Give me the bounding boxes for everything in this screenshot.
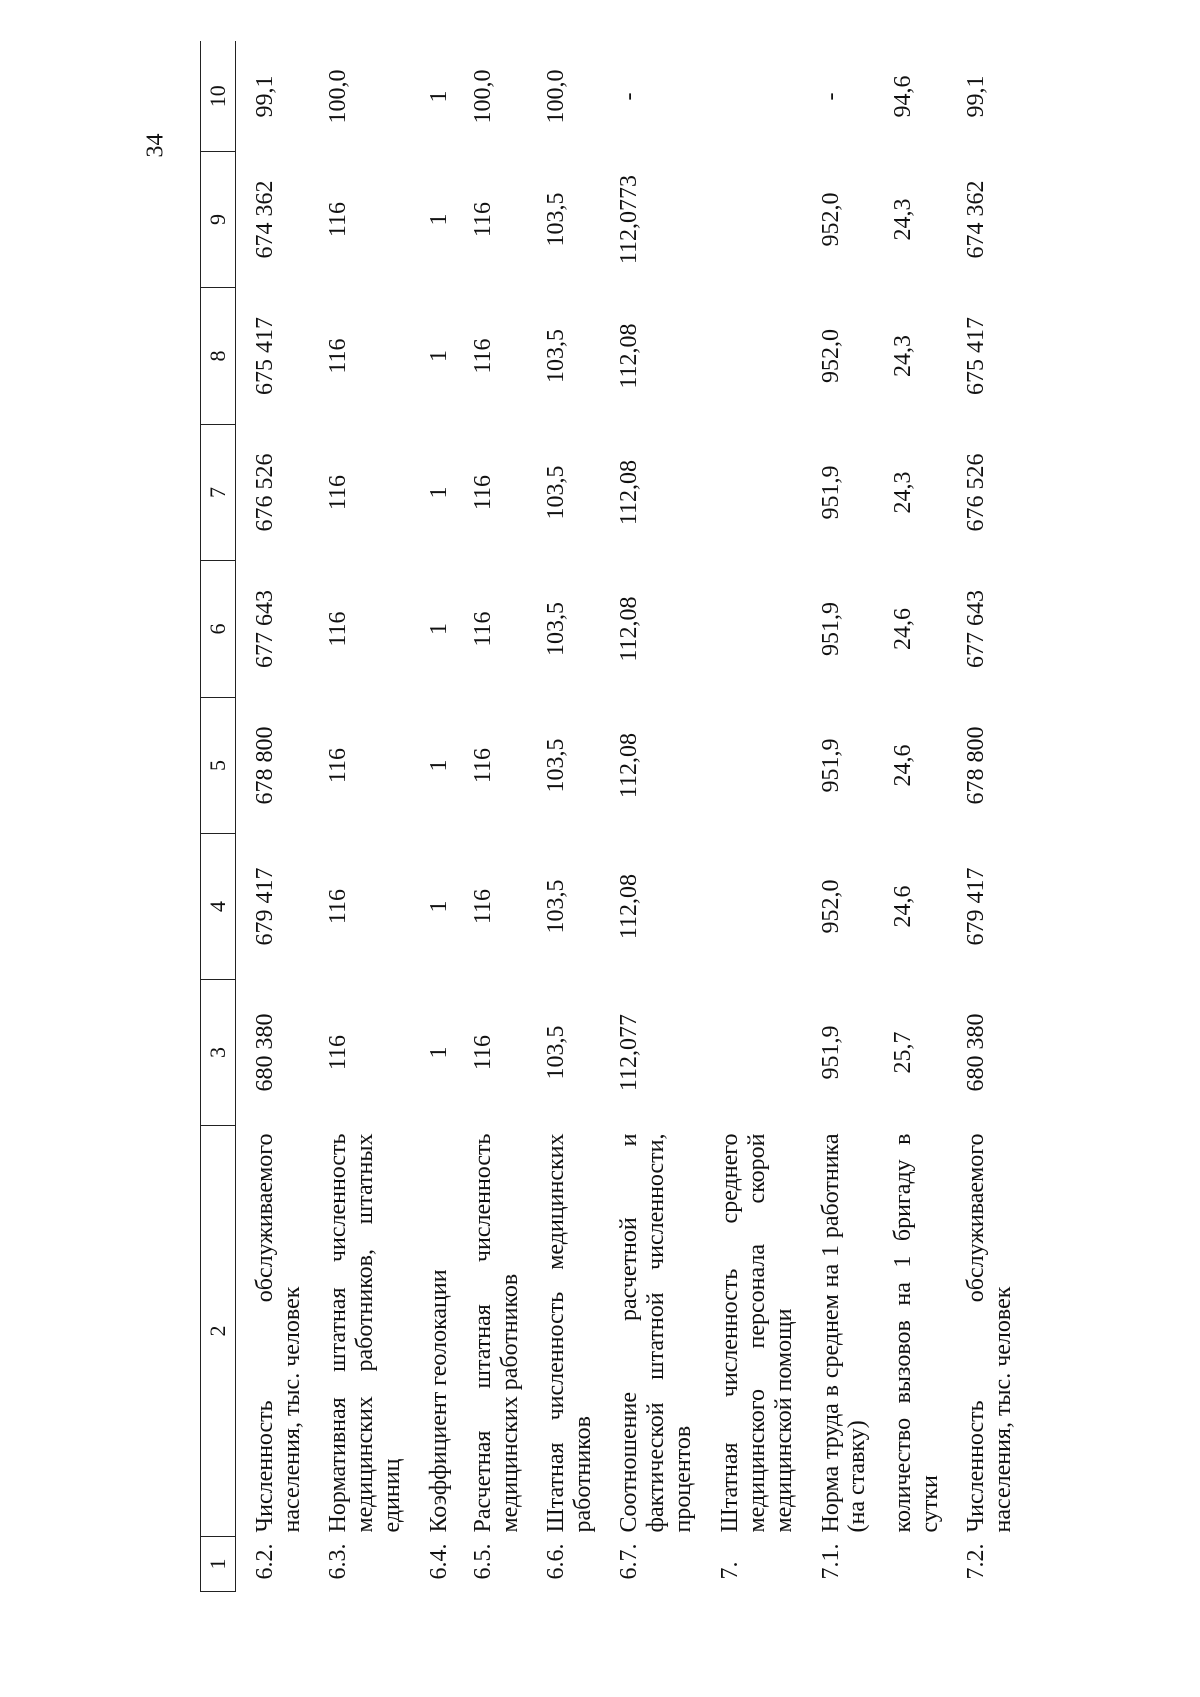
table-cell: 1 [425, 759, 452, 772]
table-cell: 116 [470, 201, 497, 238]
table-cell: 94,6 [890, 75, 917, 118]
table-cell [701, 561, 802, 698]
table-cell: 116 [324, 611, 351, 647]
table-cell: 116 [324, 1034, 351, 1071]
table-row [309, 42, 410, 1592]
table-cell: 116 [470, 611, 497, 647]
table-row [947, 42, 1020, 1592]
table-cell: 116 [324, 888, 351, 925]
table-cell: 1 [425, 486, 452, 499]
table-cell: - [615, 92, 642, 101]
table-row [701, 42, 802, 1592]
page-number: 34 [142, 133, 169, 158]
row-code: 6.3. [324, 1543, 351, 1580]
table-cell: 678 800 [252, 726, 278, 805]
table-cell: 25,7 [890, 1031, 917, 1074]
row-label: Численность обслуживаемого населения, тыс. человек [963, 1133, 1017, 1533]
table-cell: 112,08 [615, 323, 642, 389]
row-code: 6.7. [615, 1543, 642, 1580]
table-cell [701, 152, 802, 288]
header-col-2: 2 [201, 1126, 236, 1537]
row-code: 7. [716, 1561, 743, 1580]
table-cell [701, 288, 802, 425]
table-cell: 116 [470, 338, 497, 374]
table-cell: 679 417 [252, 867, 278, 946]
table-cell: 678 800 [963, 726, 990, 805]
table-cell: 112,08 [615, 732, 642, 799]
header-col-8: 8 [201, 288, 236, 425]
row-code: 6.4. [425, 1543, 452, 1580]
row-label: Численность обслуживаемого населения, тыс. человек [252, 1133, 305, 1533]
table-cell: 100,0 [324, 69, 351, 124]
row-label: Коэффициент геолокации [425, 1269, 452, 1533]
table-cell: 675 417 [963, 317, 990, 395]
row-code: 6.2. [252, 1543, 278, 1580]
table-cell: 116 [470, 474, 497, 511]
row-label: Штатная численность среднего медицинского персонала скорой медицинской помощи [716, 1133, 797, 1533]
table-cell: 103,5 [543, 329, 570, 383]
table-cell: 1 [425, 900, 452, 913]
header-col-3: 3 [201, 980, 236, 1126]
table-cell: 112,08 [615, 596, 642, 662]
table-cell: 112,077 [615, 1013, 642, 1092]
table-cell: 679 417 [963, 867, 990, 946]
table-cell: 103,5 [543, 1025, 570, 1080]
table-cell: 116 [324, 747, 351, 784]
table-cell: 116 [470, 888, 497, 925]
row-label: Норма труда в среднем на 1 работника (на ставку) [817, 1133, 871, 1533]
table-row [236, 42, 309, 1592]
table-cell: 24,3 [890, 198, 917, 241]
table-cell: 116 [470, 1034, 497, 1071]
table-row [874, 42, 947, 1592]
table-cell: 103,5 [543, 879, 570, 934]
table-row [802, 42, 875, 1592]
table-cell: 952,0 [817, 192, 844, 247]
table-cell: 112,08 [615, 873, 642, 940]
table-cell: 24,6 [890, 885, 917, 928]
table-cell: 103,5 [543, 192, 570, 247]
row-code [874, 1537, 947, 1592]
header-col-10: 10 [201, 42, 236, 152]
table-cell: 952,0 [817, 879, 844, 934]
table-cell: - [817, 92, 844, 101]
header-col-9: 9 [201, 152, 236, 288]
table-cell: 103,5 [543, 465, 570, 520]
row-label: Штатная численность медицинских работников [543, 1133, 597, 1533]
table-cell: 112,08 [615, 459, 642, 526]
table-cell: 116 [470, 747, 497, 784]
table-cell: 676 526 [252, 453, 278, 532]
table-cell: 680 380 [252, 1013, 278, 1092]
header-col-6: 6 [201, 561, 236, 698]
row-code: 7.1. [817, 1543, 844, 1580]
table-cell: 674 362 [963, 180, 990, 259]
header-col-1: 1 [201, 1537, 236, 1592]
table-cell: 1 [425, 623, 452, 635]
table-cell [701, 425, 802, 561]
table-cell: 675 417 [252, 317, 278, 395]
row-label: Расчетная штатная численность медицинских работников [470, 1133, 524, 1533]
table-cell: 103,5 [543, 602, 570, 656]
row-code: 7.2. [963, 1543, 990, 1580]
table-cell: 112,0773 [615, 174, 642, 265]
table-row [527, 42, 600, 1592]
table-cell: 951,9 [817, 1025, 844, 1080]
table-cell: 674 362 [252, 180, 278, 259]
statistics-table [200, 42, 1020, 1593]
table-cell: 951,9 [817, 465, 844, 520]
table-cell: 1 [425, 350, 452, 362]
table-row [600, 42, 701, 1592]
table-cell [701, 834, 802, 980]
table-cell: 951,9 [817, 738, 844, 793]
header-col-4: 4 [201, 834, 236, 980]
table-row [410, 42, 455, 1592]
row-label: количество вызовов на 1 бригаду в сутки [890, 1133, 944, 1533]
table-cell: 100,0 [543, 69, 570, 124]
table-cell: 680 380 [963, 1013, 990, 1092]
table-cell: 116 [324, 338, 351, 374]
table-cell: 99,1 [252, 75, 278, 118]
table-cell: 24,6 [890, 744, 917, 787]
rotated-table-wrapper [200, 69, 1020, 1592]
table-cell: 1 [425, 213, 452, 226]
table-cell: 676 526 [963, 453, 990, 532]
table-cell: 677 643 [252, 590, 278, 668]
table-cell [701, 698, 802, 834]
table-cell: 951,9 [817, 602, 844, 656]
table-cell: 677 643 [963, 590, 990, 668]
table-cell [701, 42, 802, 152]
table-cell: 24,3 [890, 335, 917, 377]
row-code: 6.5. [470, 1543, 497, 1580]
table-row [454, 42, 527, 1592]
table-cell: 1 [425, 90, 452, 103]
row-code: 6.6. [543, 1543, 570, 1580]
table-cell: 1 [425, 1046, 452, 1059]
header-col-7: 7 [201, 425, 236, 561]
table-cell: 103,5 [543, 738, 570, 793]
header-col-5: 5 [201, 698, 236, 834]
table-cell: 24,3 [890, 471, 917, 514]
table-cell: 116 [324, 474, 351, 511]
table-cell: 952,0 [817, 329, 844, 383]
table-cell: 100,0 [470, 69, 497, 124]
row-label: Нормативная штатная численность медицинских работников, штатных единиц [324, 1133, 405, 1533]
row-label: Соотношение расчетной и фактической штатной численности, процентов [615, 1133, 696, 1533]
table-cell: 99,1 [963, 75, 990, 118]
header-row [201, 42, 236, 1592]
table-cell: 24,6 [890, 608, 917, 650]
table-cell [701, 980, 802, 1126]
table-cell: 116 [324, 201, 351, 238]
